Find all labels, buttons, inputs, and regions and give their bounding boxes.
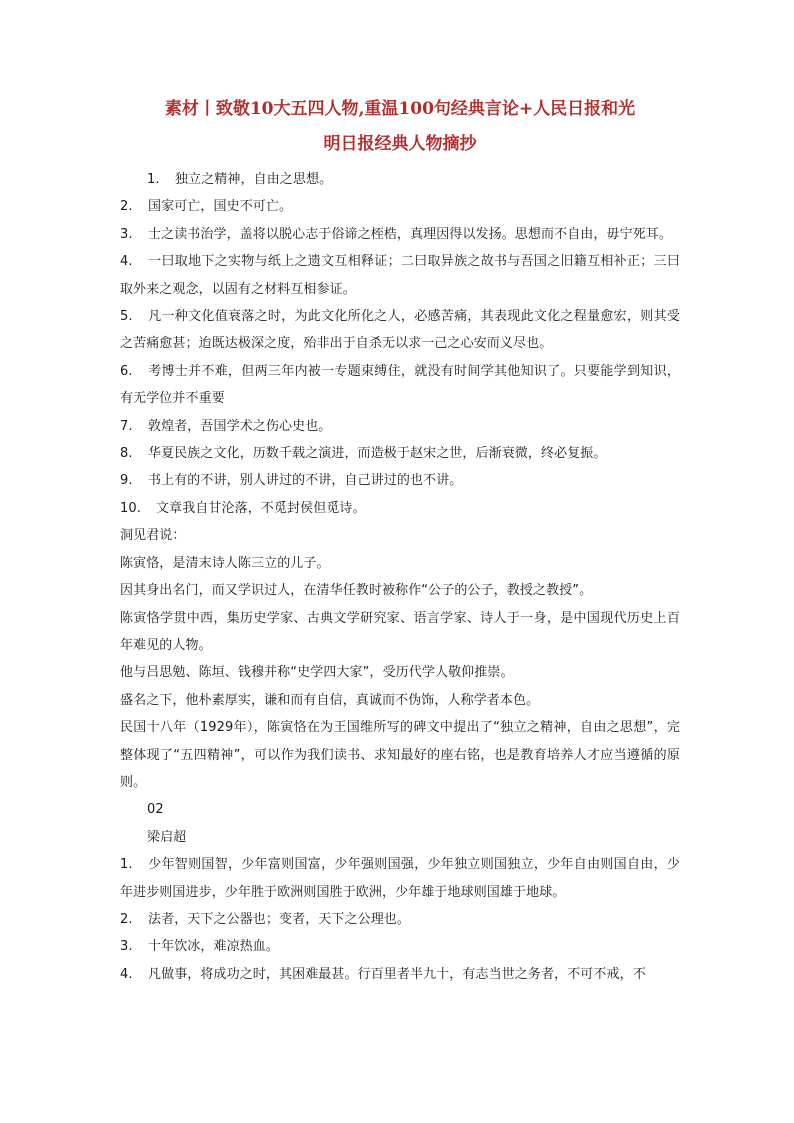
quote-item: 10. 文章我自甘沦落，不觅封侯但觅诗。 bbox=[120, 500, 366, 516]
document-title bbox=[120, 92, 680, 162]
title-line-1: 素材丨致敬10大五四人物,重温100句经典言论+人民日报和光 bbox=[164, 99, 636, 119]
quote-item: 1. 独立之精神，自由之思想。 bbox=[147, 172, 333, 187]
section-person-name: 梁启超 bbox=[147, 829, 187, 845]
quote-item: 8. 华夏民族之文化，历数千载之演进，而造极于赵宋之世，后渐衰微，终必复振。 bbox=[120, 446, 607, 462]
quote-item: 4. 一曰取地下之实物与纸上之遗文互相释证；二曰取异族之故书与吾国之旧籍互相补正；三曰取外来之观念，以固有之材料互相参证。 bbox=[120, 254, 680, 297]
quote-item: 4. 凡做事，将成功之时，其困难最甚。行百里者半九十，有志当世之务者，不可不戒，不 bbox=[120, 966, 646, 982]
title-line-2: 明日报经典人物摘抄 bbox=[323, 134, 477, 154]
quote-item: 2. 法者，天下之公器也；变者，天下之公理也。 bbox=[120, 911, 411, 927]
quote-item: 3. 士之读书治学，盖将以脱心志于俗谛之桎梏，真理因得以发扬。思想而不自由，毋宁死耳。 bbox=[120, 226, 673, 242]
quote-item: 7. 敦煌者，吾国学术之伤心史也。 bbox=[120, 418, 332, 434]
commentary-paragraph: 他与吕思勉、陈垣、钱穆并称“史学四大家”，受历代学人敬仰推崇。 bbox=[120, 665, 514, 681]
commentary-paragraph: 陈寅恪学贯中西，集历史学家、古典文学研究家、语言学家、诗人于一身，是中国现代历史上百年难见的人物。 bbox=[120, 610, 680, 653]
quote-item: 5. 凡一种文化值衰落之时，为此文化所化之人，必感苦痛，其表现此文化之程量愈宏，则其受之苦痛愈甚；迨既达极深之度，殆非出于自杀无以求一己之心安而义尽也。 bbox=[120, 309, 680, 352]
quote-item: 1. 少年智则国智，少年富则国富，少年强则国强，少年独立则国独立，少年自由则国自由，少年进步则国进步，少年胜于欧洲则国胜于欧洲，少年雄于地球则国雄于地球。 bbox=[120, 857, 680, 900]
commentary-heading: 洞见君说： bbox=[120, 528, 186, 544]
quote-item: 3. 十年饮冰，难凉热血。 bbox=[120, 939, 280, 955]
commentary-paragraph: 盛名之下，他朴素厚实，谦和而有自信，真诚而不伪饰，人称学者本色。 bbox=[120, 692, 540, 708]
quote-item: 2. 国家可亡，国史不可亡。 bbox=[120, 199, 293, 215]
quote-item: 6. 考博士并不难，但两三年内被一专题束缚住，就没有时间学其他知识了。只要能学到知识，有无学位并不重要 bbox=[120, 363, 680, 407]
commentary-paragraph: 民国十八年（1929年），陈寅恪在为王国维所写的碑文中提出了“独立之精神，自由之思想”，完整体现了“五四精神”，可以作为我们读书、求知最好的座右铭，也是教育培养人才应当遵循的原则。 bbox=[120, 720, 680, 790]
commentary-paragraph: 因其身出名门，而又学识过人，在清华任教时被称作“公子的公子，教授之教授”。 bbox=[120, 583, 593, 599]
document-body bbox=[120, 166, 680, 988]
section-number: 02 bbox=[147, 802, 164, 818]
commentary-paragraph: 陈寅恪，是清末诗人陈三立的儿子。 bbox=[120, 555, 330, 571]
quote-item: 9. 书上有的不讲，别人讲过的不讲，自己讲过的也不讲。 bbox=[120, 473, 463, 489]
